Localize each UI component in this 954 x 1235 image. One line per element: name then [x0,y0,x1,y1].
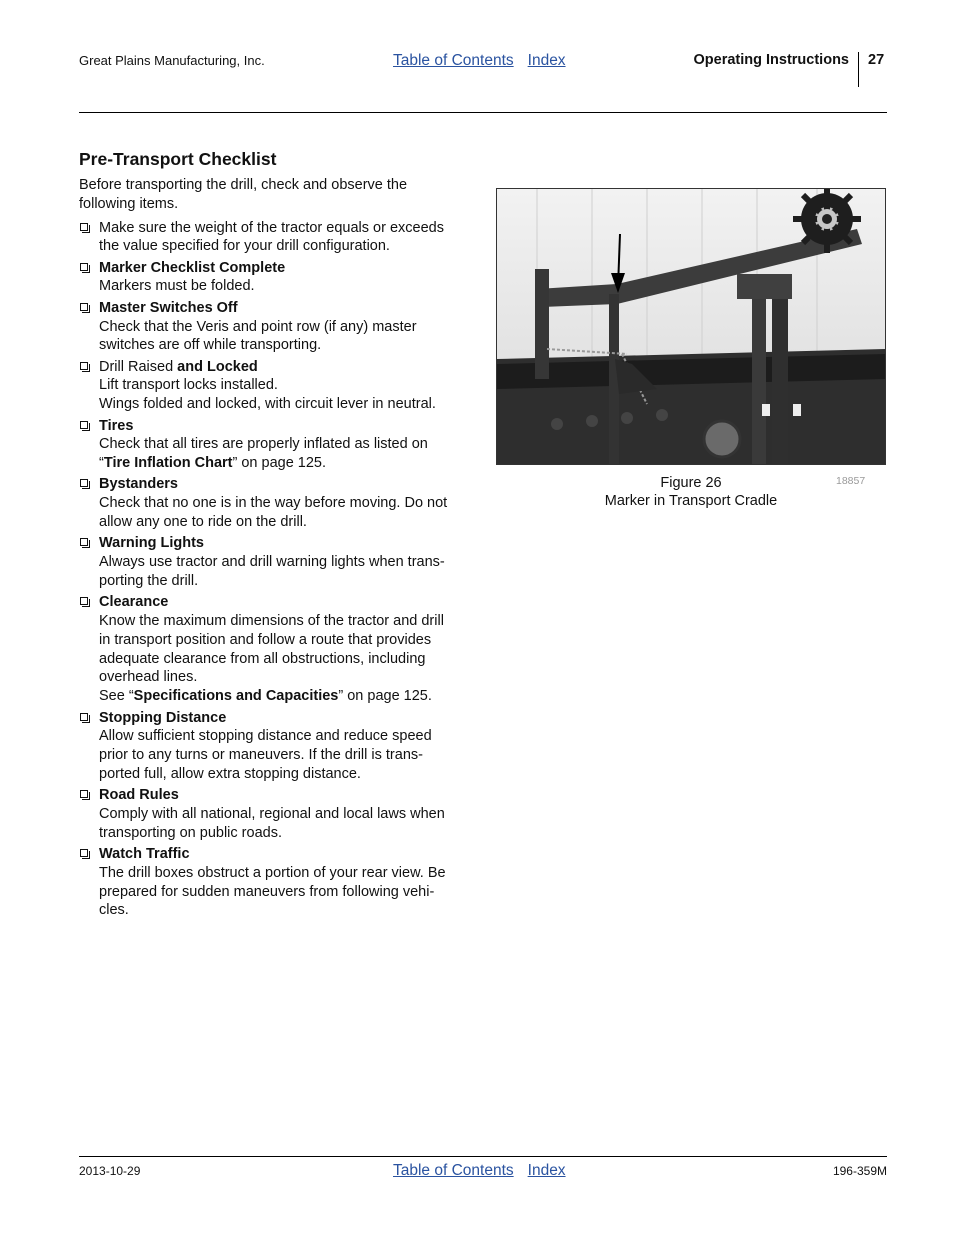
checkbox-icon [80,538,88,546]
footer-date: 2013-10-29 [79,1164,141,1178]
item-title: Tires [99,417,134,434]
checklist-item-road-rules: Road Rules Comply with all national, regional and local laws when transporting on public roads. [79,786,474,842]
header-index-link[interactable]: Index [527,52,566,69]
section-intro: Before transporting the drill, check and observe the following items. [79,177,408,212]
checklist-section [79,148,474,923]
checklist-item-tractor-weight: Make sure the weight of the tractor equals or exceeds the value specified for your drill configuration. [79,219,474,257]
figure-caption [496,474,886,510]
checkbox-icon [80,263,88,271]
header-company: Great Plains Manufacturing, Inc. [79,53,265,68]
checklist-item-clearance: Clearance Know the maximum dimensions of the tractor and drill in transport position and follow a route that provides adequate clearance from all obstructions, including overhead lines. See “Specifications and Capacities” on page 125. [79,593,474,706]
checklist-item-drill-raised: Drill Raised and Locked Lift transport locks installed. Wings folded and locked, with circuit lever in neutral. [79,358,474,414]
marker-transport-cradle-photo [497,189,885,464]
item-title: Marker Checklist Complete [99,259,286,276]
footer-index-link[interactable]: Index [527,1162,566,1179]
checklist [79,219,474,921]
item-title: Stopping Distance [99,709,227,726]
tire-chart-reference: Tire Inflation Chart [103,455,233,472]
item-title: Bystanders [99,476,178,493]
header-section-title: Operating Instructions [693,52,849,68]
checkbox-icon [80,303,88,311]
checklist-item-bystanders: Bystanders Check that no one is in the way before moving. Do not allow any one to ride on the drill. [79,475,474,531]
header-nav [393,52,580,70]
checkbox-icon [80,713,88,721]
header-toc-link[interactable]: Table of Contents [393,52,514,69]
header-rule [79,112,887,113]
checklist-item-stopping-distance: Stopping Distance Allow sufficient stopping distance and reduce speed prior to any turns or maneuvers. If the drill is trans- ported full, allow extra stopping distance. [79,709,474,784]
checkbox-icon [80,421,88,429]
checklist-item-master-switches: Master Switches Off Check that the Veris and point row (if any) master switches are off while transporting. [79,299,474,355]
checklist-item-warning-lights: Warning Lights Always use tractor and drill warning lights when trans- porting the drill. [79,534,474,590]
figure-image-id: 18857 [836,475,866,487]
header-divider [858,52,859,87]
item-title: Drill Raised and Locked [99,358,258,375]
page-number: 27 [868,52,885,68]
specs-reference: Specifications and Capacities [133,688,339,705]
item-title: Clearance [99,594,169,611]
checklist-item-marker: Marker Checklist Complete Markers must be folded. [79,259,474,297]
checkbox-icon [80,849,88,857]
item-title: Warning Lights [99,535,204,552]
checklist-item-watch-traffic: Watch Traffic The drill boxes obstruct a portion of your rear view. Be prepared for sudden maneuvers from following vehi- cles. [79,845,474,920]
figure-title: Marker in Transport Cradle [604,493,778,509]
footer-doc-number: 196-359M [832,1164,887,1178]
checklist-item-tires: Tires Check that all tires are properly inflated as listed on “Tire Inflation Chart” on page 125. [79,417,474,473]
item-title: Watch Traffic [99,846,190,863]
item-title: Master Switches Off [99,299,238,316]
checkbox-icon [80,597,88,605]
section-title: Pre-Transport Checklist [79,149,277,169]
footer-nav [393,1162,580,1180]
footer-toc-link[interactable]: Table of Contents [393,1162,514,1179]
checkbox-icon [80,790,88,798]
figure-photo [496,188,886,465]
figure-number: Figure 26 [660,475,722,491]
checkbox-icon [80,362,88,370]
item-title: Road Rules [99,787,179,804]
footer-rule [79,1156,887,1157]
checkbox-icon [80,479,88,487]
checkbox-icon [80,223,88,231]
